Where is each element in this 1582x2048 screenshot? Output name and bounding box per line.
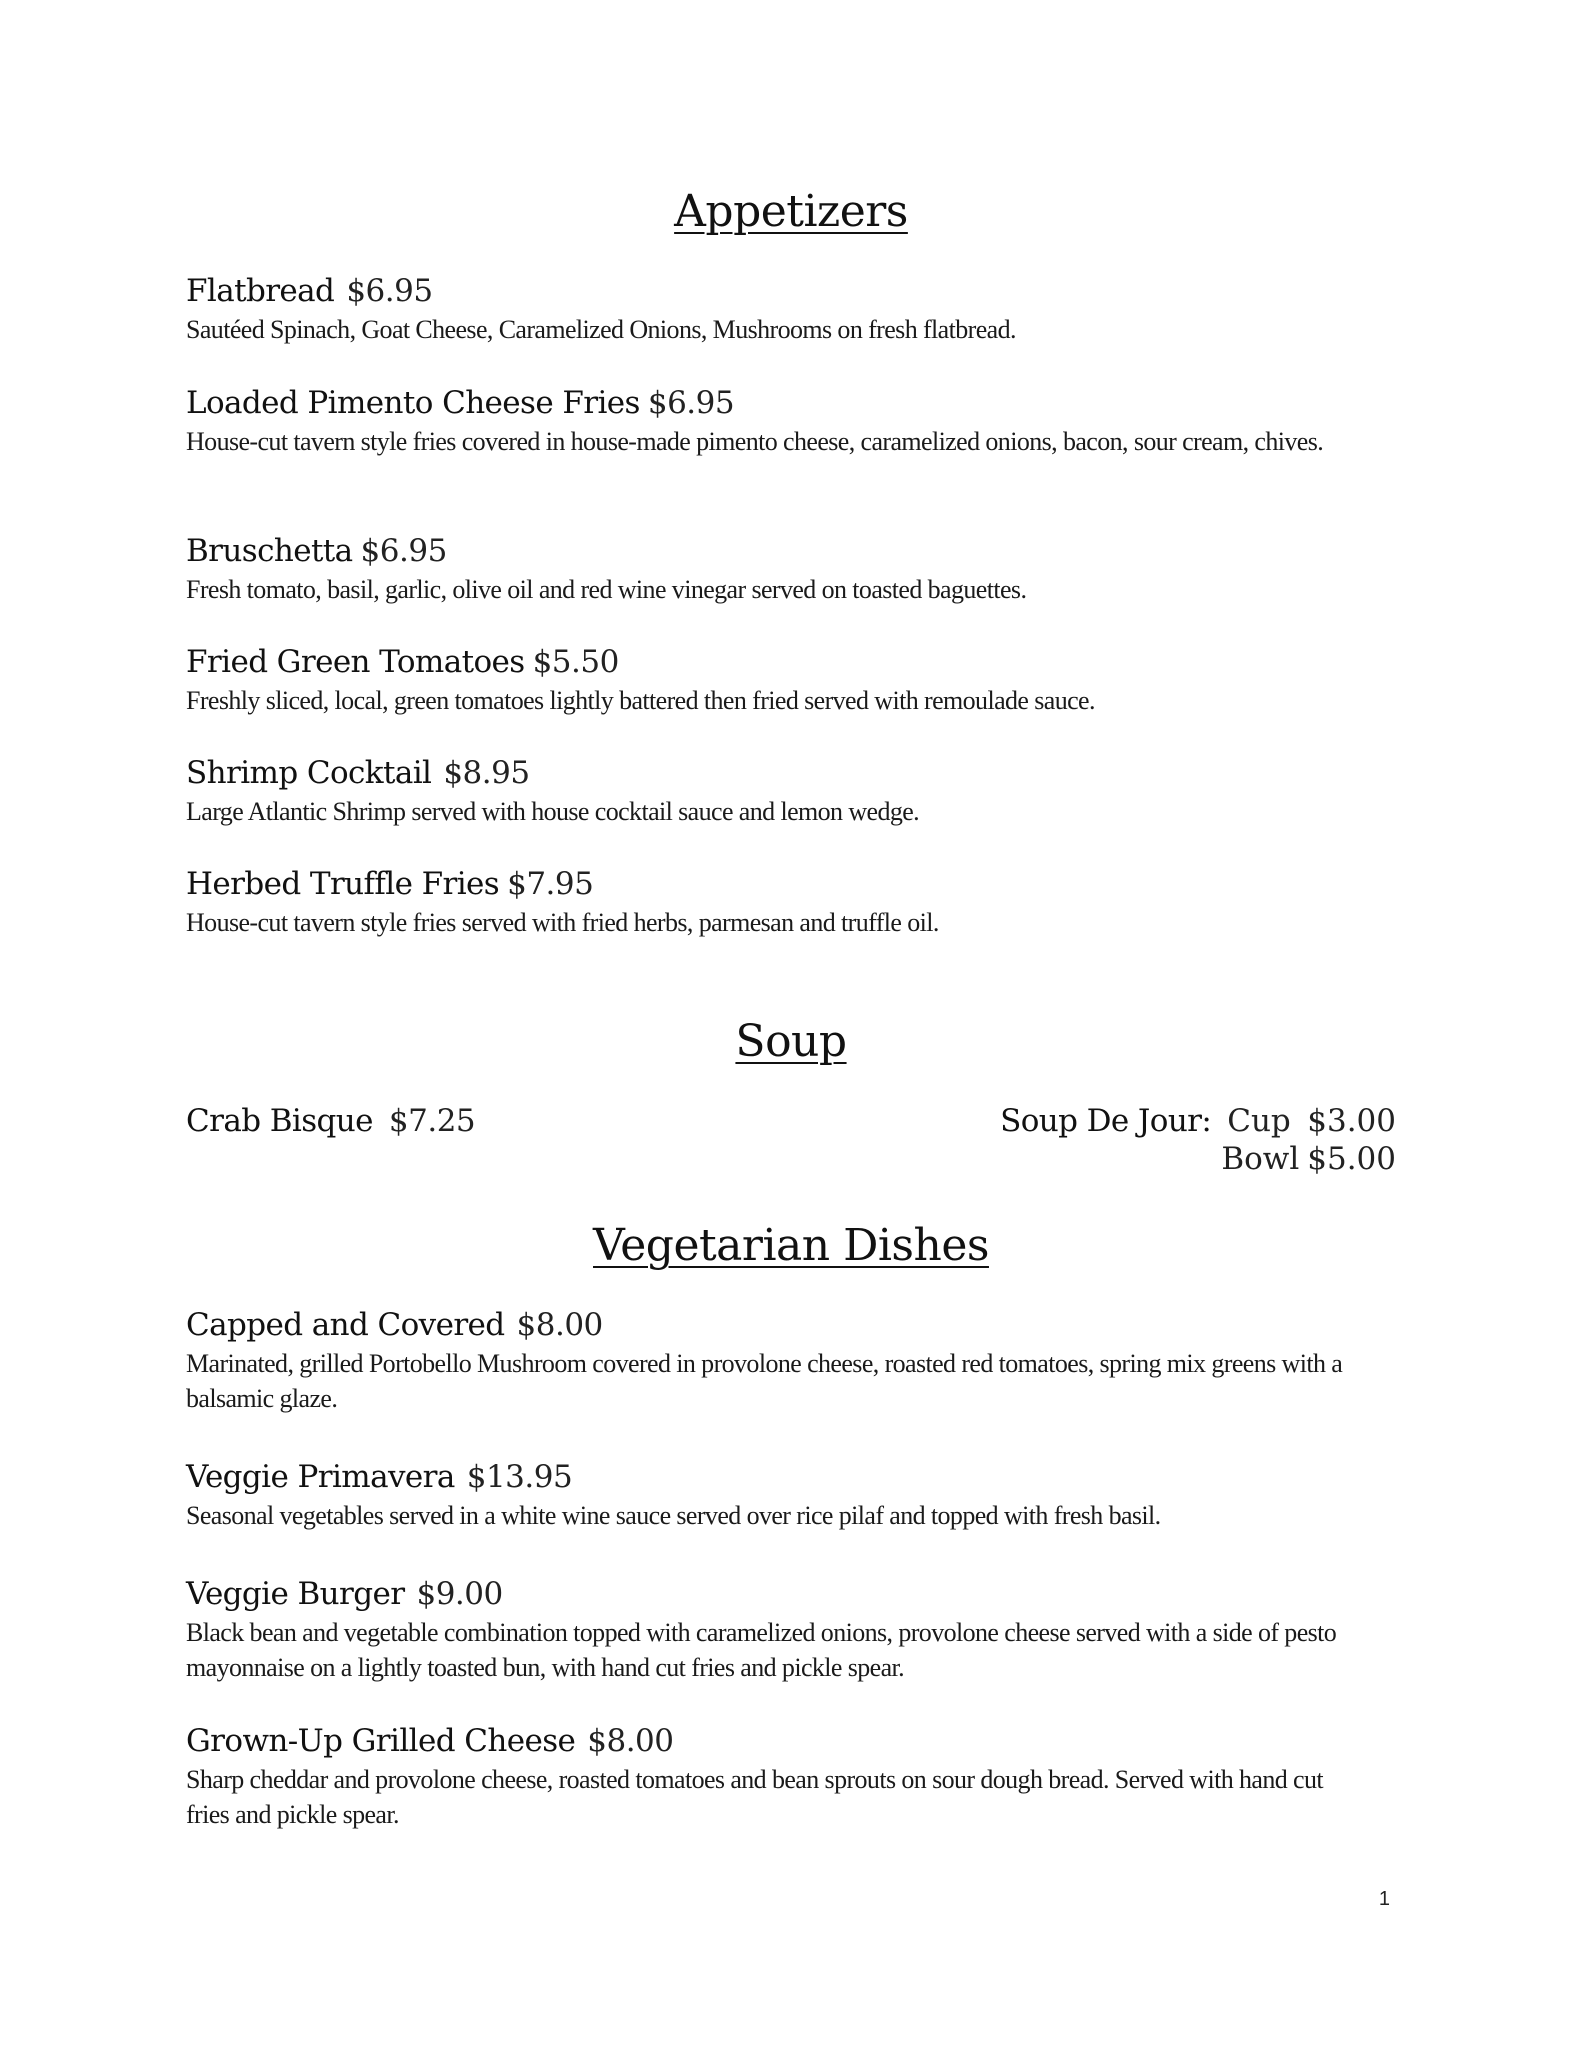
- item-price: $6.95: [647, 385, 735, 421]
- menu-item: [186, 1306, 1396, 1416]
- soup-heading: Soup: [735, 1016, 847, 1067]
- item-name: Fried Green Tomatoes: [186, 644, 525, 680]
- page-number: 1: [1378, 1888, 1390, 1910]
- cup-price: $3.00: [1307, 1103, 1396, 1139]
- item-name: Bruschetta: [186, 533, 353, 569]
- item-description: Large Atlantic Shrimp served with house cocktail sauce and lemon wedge.: [186, 797, 920, 826]
- menu-item: [186, 384, 1396, 459]
- item-description: Sautéed Spinach, Goat Cheese, Caramelized Onions, Mushrooms on fresh flatbread.: [186, 315, 1016, 344]
- item-description: Freshly sliced, local, green tomatoes lightly battered then fried served with remoulade sauce.: [186, 686, 1095, 715]
- item-description: House-cut tavern style fries covered in house-made pimento cheese, caramelized onions, bacon, sour cream, chives.: [186, 427, 1324, 456]
- item-name: Soup De Jour:: [1000, 1103, 1212, 1139]
- item-description: Black bean and vegetable combination topped with caramelized onions, provolone cheese served with a side of pesto mayonnaise on a lightly toasted bun, with hand cut fries and pickle spear.: [186, 1618, 1337, 1682]
- appetizers-heading: Appetizers: [674, 186, 908, 237]
- menu-item: [186, 532, 1396, 607]
- soup-de-jour-item: [976, 1102, 1396, 1178]
- item-name: Veggie Primavera: [186, 1459, 455, 1495]
- item-description: Fresh tomato, basil, garlic, olive oil and red wine vinegar served on toasted baguettes.: [186, 575, 1027, 604]
- item-name: Loaded Pimento Cheese Fries: [186, 385, 640, 421]
- item-price: $8.95: [443, 755, 530, 791]
- menu-item: [186, 272, 1396, 347]
- item-name: Grown-Up Grilled Cheese: [186, 1723, 576, 1759]
- soup-row: [186, 1102, 1396, 1182]
- bowl-price: $5.00: [1307, 1141, 1396, 1177]
- cup-label: Cup: [1227, 1103, 1291, 1139]
- item-name: Flatbread: [186, 273, 335, 309]
- crab-bisque-item: [186, 1102, 475, 1140]
- item-price: $5.50: [532, 644, 619, 680]
- item-name: Veggie Burger: [186, 1576, 405, 1612]
- item-description: Seasonal vegetables served in a white wine sauce served over rice pilaf and topped with fresh basil.: [186, 1501, 1161, 1530]
- menu-item: [186, 1722, 1396, 1832]
- menu-item: [186, 1575, 1396, 1685]
- item-price: $13.95: [466, 1459, 573, 1495]
- item-price: $6.95: [346, 273, 433, 309]
- bowl-label: Bowl: [1221, 1141, 1300, 1177]
- item-price: $8.00: [587, 1723, 674, 1759]
- item-description: Marinated, grilled Portobello Mushroom covered in provolone cheese, roasted red tomatoes, spring mix greens with a balsamic glaze.: [186, 1349, 1343, 1413]
- item-price: $8.00: [516, 1307, 603, 1343]
- item-name: Crab Bisque: [186, 1103, 373, 1139]
- item-name: Herbed Truffle Fries: [186, 866, 500, 902]
- menu-item: [186, 643, 1396, 718]
- item-price: $7.25: [388, 1103, 476, 1139]
- item-name: Shrimp Cocktail: [186, 755, 432, 791]
- menu-item: [186, 1458, 1396, 1533]
- vegetarian-heading: Vegetarian Dishes: [593, 1220, 989, 1271]
- menu-page: [186, 0, 1396, 2048]
- item-description: Sharp cheddar and provolone cheese, roasted tomatoes and bean sprouts on sour dough bread. Served with hand cut fries and pickle spear.: [186, 1765, 1324, 1829]
- item-price: $6.95: [360, 533, 447, 569]
- menu-item: [186, 754, 1396, 829]
- item-price: $9.00: [416, 1576, 503, 1612]
- menu-item: [186, 865, 1396, 940]
- item-description: House-cut tavern style fries served with fried herbs, parmesan and truffle oil.: [186, 908, 939, 937]
- item-name: Capped and Covered: [186, 1307, 505, 1343]
- item-price: $7.95: [507, 866, 594, 902]
